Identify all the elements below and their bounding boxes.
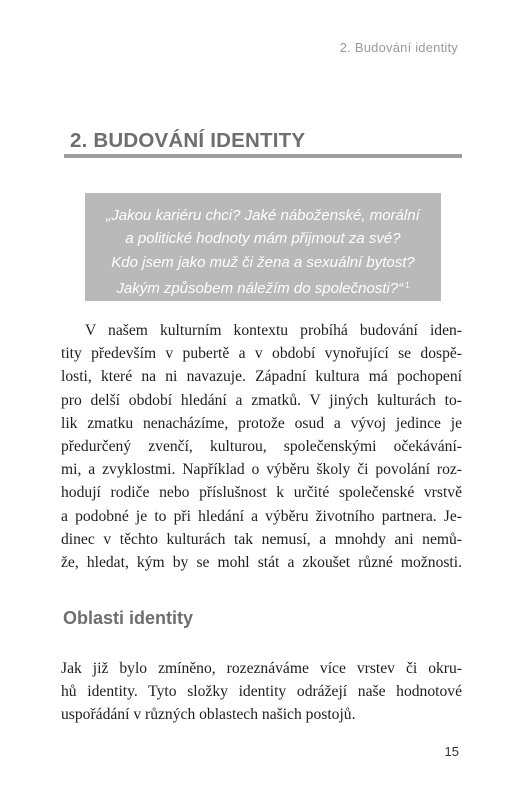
paragraph-line: mi, a zvyklostmi. Například o výběru školy či povolání roz- bbox=[61, 461, 462, 479]
quote-line bbox=[85, 274, 441, 300]
paragraph-line: V našem kulturním kontextu probíhá budování iden- bbox=[85, 322, 462, 339]
section-heading: Oblasti identity bbox=[63, 608, 194, 628]
footnote-mark: 1 bbox=[405, 280, 410, 290]
paragraph-line: předurčený zvenčí, kulturou, společenskými očekávání- bbox=[61, 438, 462, 456]
paragraph-line: hů identity. Tyto složky identity odrážejí naše hodnotové bbox=[61, 683, 462, 701]
paragraph-line: tity především v pubertě a v období vynořující se dospě- bbox=[61, 345, 462, 363]
paragraph-line: lik zmatku nenacházíme, protože osud a vývoj jedince je bbox=[61, 414, 462, 432]
chapter-title: 2. BUDOVÁNÍ IDENTITY bbox=[70, 129, 306, 152]
epigraph-quote bbox=[85, 204, 441, 300]
paragraph-line: pro delší období hledání a zmatků. V jiných kulturách to- bbox=[61, 391, 462, 409]
quote-line: a politické hodnoty mám přijmout za své? bbox=[125, 230, 401, 248]
title-underline bbox=[64, 154, 462, 158]
paragraph-line: losti, které na ni navazuje. Západní kultura má pochopení bbox=[61, 368, 462, 386]
body-paragraph-1 bbox=[61, 319, 462, 574]
paragraph-line: a podobné je to při hledání a výběru životního partnera. Je- bbox=[61, 507, 462, 525]
quote-line: Kdo jsem jako muž či žena a sexuální bytost? bbox=[111, 253, 415, 271]
paragraph-line: hodují rodiče nebo příslušnost k určité společenské vrstvě bbox=[61, 484, 462, 502]
paragraph-line: uspořádání v různých oblastech našich postojů. bbox=[61, 706, 356, 724]
body-paragraph-2 bbox=[61, 657, 462, 727]
quote-line-text: Jakým způsobem náležím do společnosti?“ bbox=[116, 279, 404, 297]
paragraph-line: Jak již bylo zmíněno, rozeznáváme více vrstev či okru- bbox=[61, 660, 462, 677]
running-header: 2. Budování identity bbox=[339, 40, 458, 55]
page-number: 15 bbox=[444, 744, 459, 759]
paragraph-line: že, hledat, kým by se mohl stát a zkoušet různé možnosti. bbox=[61, 554, 462, 572]
paragraph-line: dinec v těchto kulturách tak nemusí, a mnohdy ani nemů- bbox=[61, 530, 462, 548]
quote-line: „Jakou kariéru chci? Jaké náboženské, morální bbox=[106, 207, 420, 224]
